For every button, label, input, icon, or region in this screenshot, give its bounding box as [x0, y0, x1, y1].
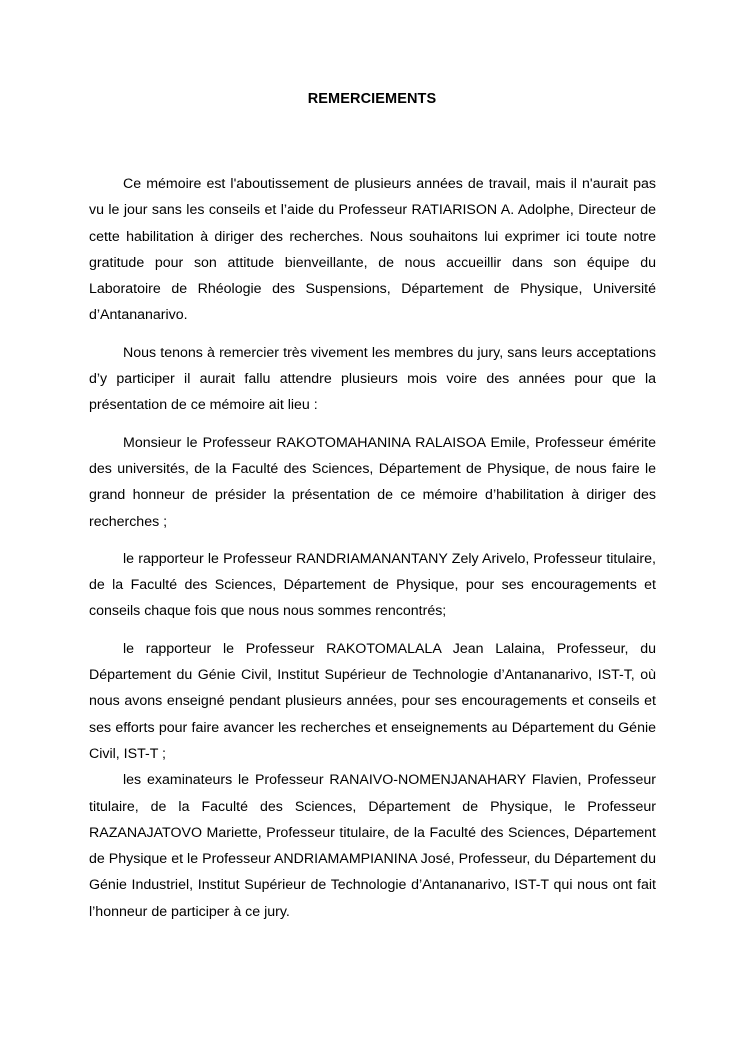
paragraph-president: Monsieur le Professeur RAKOTOMAHANINA RALAISOA Emile, Professeur émérite des universités, de la Faculté des Sciences, Département de Physique, de nous faire le grand honneur de présider la présentation de ce mémoire d’habilitation à diriger des recherches ;	[89, 434, 656, 530]
paragraph-rapporteur-1: le rapporteur le Professeur RANDRIAMANANTANY Zely Arivelo, Professeur titulaire, de la Faculté des Sciences, Département de Physique, pour ses encouragements et conseils chaque fois que nous nous sommes rencontrés;	[89, 550, 656, 620]
paragraph-rapporteur-2: le rapporteur le Professeur RAKOTOMALALA Jean Lalaina, Professeur, du Département du Génie Civil, Institut Supérieur de Technologie d’Antananarivo, IST-T, où nous avons enseigné pendant plusieurs années, pour ses encouragements et conseils et ses efforts pour faire avancer les recherches et enseignements au Département du Génie Civil, IST-T ;	[89, 640, 656, 762]
paragraph-examinateurs: les examinateurs le Professeur RANAIVO-NOMENJANAHARY Flavien, Professeur titulaire, de la Faculté des Sciences, Département de Physique, le Professeur RAZANAJATOVO Mariette, Professeur titulaire, de la Faculté des Sciences, Département de Physique et le Professeur ANDRIAMAMPIANINA José, Professeur, du Département du Génie Industriel, Institut Supérieur de Technologie d’Antananarivo, IST-T qui nous ont fait l’honneur de participer à ce jury.	[89, 772, 656, 920]
page-title: REMERCIEMENTS	[307, 91, 437, 107]
paragraph-intro: Ce mémoire est l'aboutissement de plusieurs années de travail, mais il n'aurait pas vu le jour sans les conseils et l’aide du Professeur RATIARISON A. Adolphe, Directeur de cette habilitation à diriger des recherches. Nous souhaitons lui exprimer ici toute notre gratitude pour son attitude bienveillante, de nous accueillir dans son équipe du Laboratoire de Rhéologie des Suspensions, Département de Physique, Université d’Antananarivo.	[89, 176, 656, 324]
paragraph-jury: Nous tenons à remercier très vivement les membres du jury, sans leurs acceptations d’y participer il aurait fallu attendre plusieurs mois voire des années pour que la présentation de ce mémoire ait lieu :	[89, 344, 656, 414]
document-body	[89, 171, 656, 925]
